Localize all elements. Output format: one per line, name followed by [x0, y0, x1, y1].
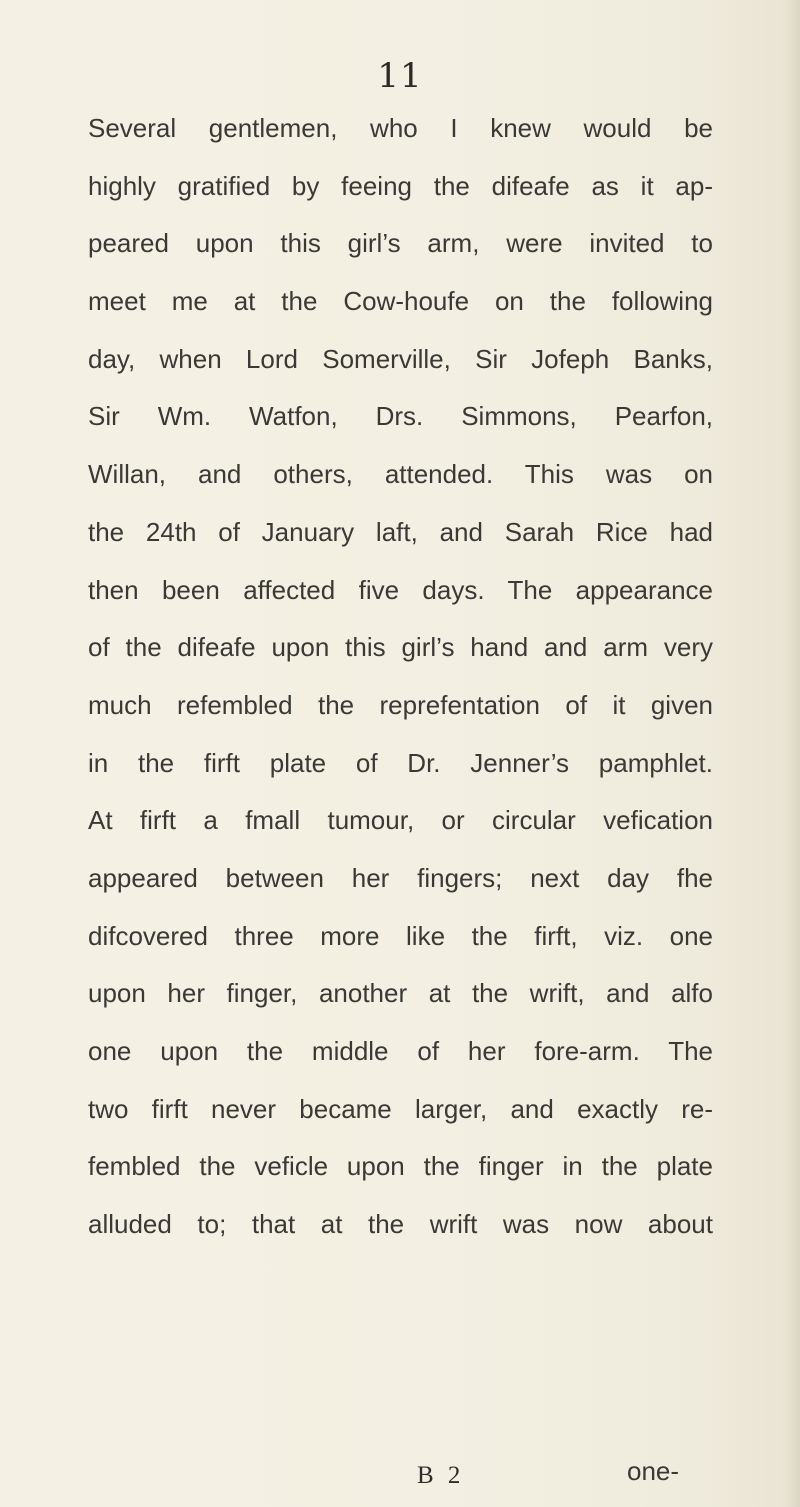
- text-line: fembled the veficle upon the finger in the plate: [88, 1151, 713, 1182]
- catchword: one-: [627, 1456, 680, 1486]
- page-number: 11: [377, 56, 423, 96]
- text-line: highly gratified by feeing the difeafe as it ap-: [88, 170, 713, 201]
- text-line: upon her finger, another at the wrift, and alfo: [88, 978, 713, 1009]
- page-edge-shadow: [786, 0, 800, 1507]
- text-body: [88, 100, 713, 1254]
- text-line: At firft a fmall tumour, or circular vefication: [88, 805, 713, 836]
- text-line: much refembled the reprefentation of it given: [88, 689, 713, 720]
- signature-mark: B 2: [417, 1462, 465, 1489]
- text-line: then been affected five days. The appearance: [88, 574, 713, 605]
- text-line: meet me at the Cow-houfe on the following: [88, 286, 713, 317]
- text-line: alluded to; that at the wrift was now about: [88, 1209, 713, 1240]
- text-line: appeared between her fingers; next day fhe: [88, 862, 713, 893]
- text-line: day, when Lord Somerville, Sir Jofeph Banks,: [88, 343, 713, 374]
- text-line: two firft never became larger, and exactly re-: [88, 1093, 713, 1124]
- text-line: in the firft plate of Dr. Jenner’s pamphlet.: [88, 747, 713, 778]
- text-line: Willan, and others, attended. This was on: [88, 459, 713, 490]
- text-line: of the difeafe upon this girl’s hand and arm very: [88, 632, 713, 663]
- text-line: difcovered three more like the firft, viz. one: [88, 920, 713, 951]
- text-line: the 24th of January laft, and Sarah Rice had: [88, 516, 713, 547]
- text-line: peared upon this girl’s arm, were invited to: [88, 228, 713, 259]
- text-line: Several gentlemen, who I knew would be: [88, 113, 713, 143]
- text-line: Sir Wm. Watfon, Drs. Simmons, Pearfon,: [88, 401, 713, 432]
- text-line: one upon the middle of her fore-arm. The: [88, 1036, 713, 1066]
